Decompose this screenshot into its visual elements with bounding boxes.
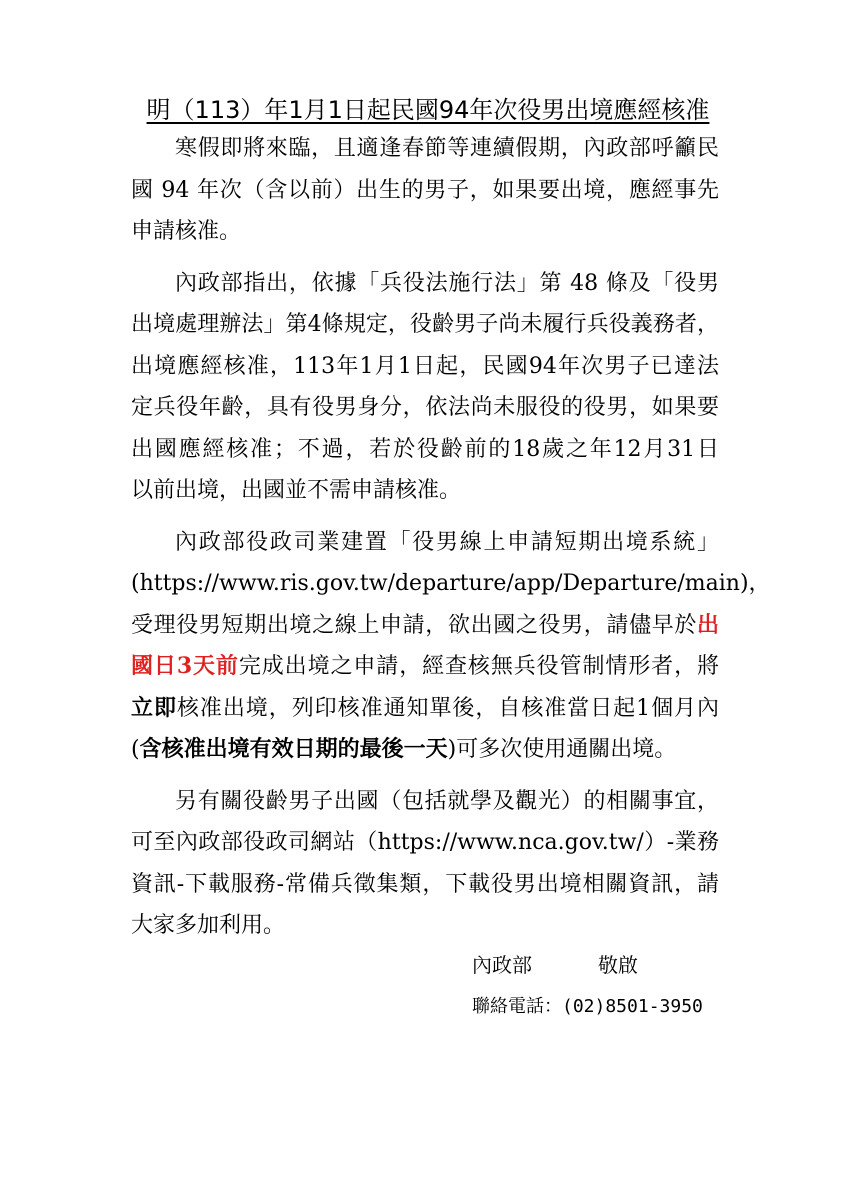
text-segment: 核准出境，列印核准通知單後，自核准當日起1個月內 [176, 695, 719, 721]
text-line: 出境處理辦法」第4條規定，役齡男子尚未履行兵役義務者， [131, 312, 719, 337]
paragraph-more-info [131, 781, 719, 947]
paragraph-online-application [131, 522, 771, 771]
text-line: 大家多加利用。 [131, 913, 286, 938]
text-line: 出境應經核准，113年1月1日起，民國94年次男子已達法 [131, 353, 719, 379]
document-body [131, 128, 771, 957]
emphasis-immediate: 立即 [131, 694, 177, 721]
text-line: 出國應經核准；不過，若於役齡前的18歲之年12月31日 [131, 436, 719, 462]
text-line [131, 605, 719, 647]
text-line: 申請核准。 [131, 219, 242, 244]
document-title: 明（113）年1月1日起民國94年次役男出境應經核准 [146, 96, 710, 124]
text-line: 以前出境，出國並不需申請核准。 [131, 478, 462, 503]
signoff [472, 950, 638, 980]
paragraph-regulation [131, 263, 719, 512]
text-line: 寒假即將來臨，且適逢春節等連續假期，內政部呼籲民 [175, 136, 719, 161]
highlight-deadline: 國日3天前 [131, 653, 239, 679]
text-line: 可至內政部役政司網站（https://www.nca.gov.tw/）-業務 [131, 830, 719, 855]
text-segment: )可多次使用通關出境。 [447, 737, 677, 762]
text-line: 資訊-下載服務-常備兵徵集類，下載役男出境相關資訊，請 [131, 871, 719, 897]
contact-phone: 聯絡電話：(02)8501-3950 [472, 996, 703, 1017]
text-line: 定兵役年齡，具有役男身分，依法尚未服役的役男，如果要 [131, 395, 719, 420]
text-segment: ( [131, 737, 140, 762]
highlight-deadline: 出 [696, 611, 719, 638]
emphasis-validity: 含核准出境有效日期的最後一天 [139, 736, 448, 762]
text-line [131, 729, 719, 771]
text-line: 內政部指出，依據「兵役法施行法」第 48 條及「役男 [175, 270, 719, 296]
signoff-department: 內政部 [472, 953, 532, 977]
text-line: 內政部役政司業建置「役男線上申請短期出境系統」 [175, 529, 719, 555]
text-line [131, 646, 719, 688]
text-segment: 完成出境之申請，經查核無兵役管制情形者，將 [238, 654, 719, 679]
text-line: 國 94 年次（含以前）出生的男子，如果要出境，應經事先 [131, 177, 719, 203]
paragraph-intro [131, 128, 719, 253]
text-segment: 受理役男短期出境之線上申請，欲出國之役男，請儘早於 [131, 612, 697, 638]
text-line [131, 688, 719, 730]
text-line: 另有關役齡男子出國（包括就學及觀光）的相關事宜， [175, 788, 719, 814]
signoff-closing: 敬啟 [598, 953, 638, 977]
system-url: (https://www.ris.gov.tw/departure/app/Departure/main)， [131, 571, 771, 596]
